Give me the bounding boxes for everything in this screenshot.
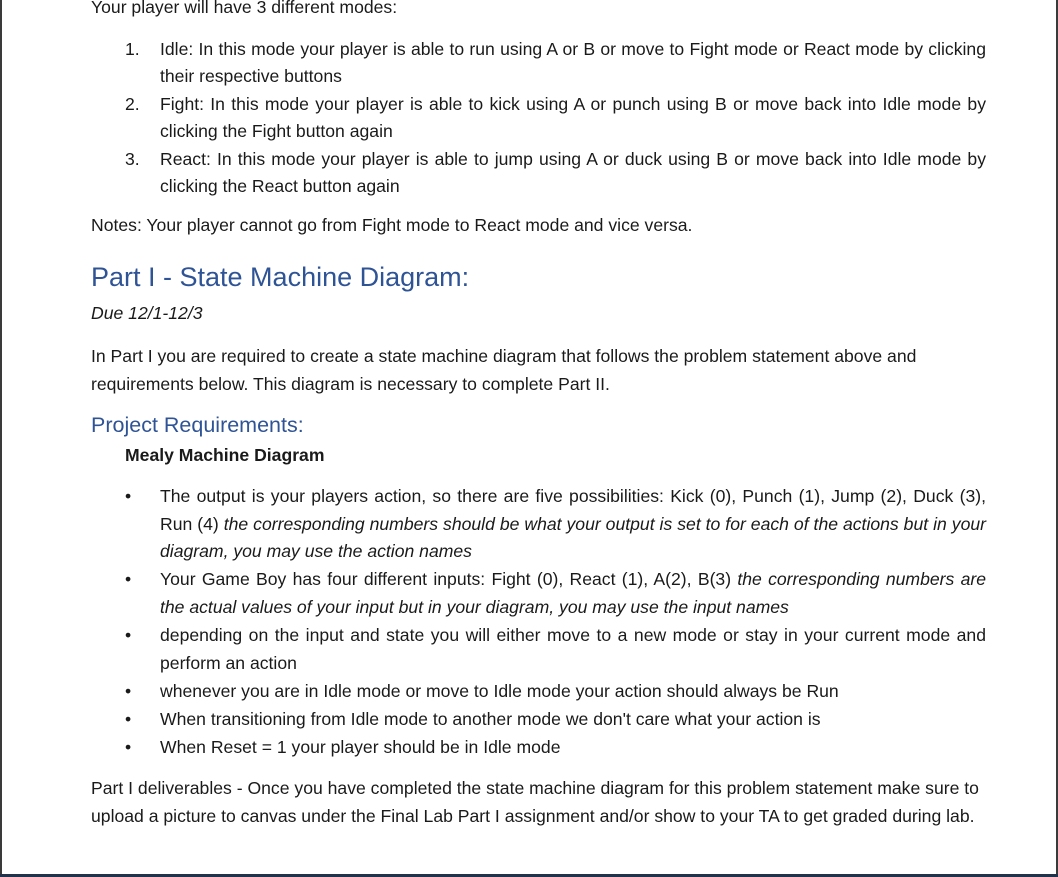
list-item (91, 91, 986, 146)
list-number: 3. (125, 148, 140, 169)
bullet-icon: • (125, 737, 132, 758)
due-date: Due 12/1-12/3 (91, 303, 203, 323)
list-item-text: React: In this mode your player is able to jump using A or duck using B or move back into Idle mode by clicking the React button again (160, 148, 986, 196)
list-item (91, 706, 986, 734)
bullet-icon: • (125, 680, 132, 701)
bullet-icon: • (125, 486, 132, 506)
list-item (91, 146, 986, 201)
requirement-text: whenever you are in Idle mode or move to Idle mode your action should always be Run (160, 680, 839, 701)
requirement-text: Your Game Boy has four different inputs: Fight (0), React (1), A(2), B(3) (160, 569, 738, 590)
requirement-text: The output is your players action, so there are five possibilities: Kick (0), Punch (1), Jump (2), Duck (3), Run (4) (160, 486, 986, 534)
bullet-icon: • (125, 625, 132, 646)
list-item (91, 622, 986, 677)
requirements-heading: Project Requirements: (91, 413, 304, 437)
document-body (91, 0, 986, 830)
requirements-list (91, 483, 986, 762)
modes-list (91, 36, 986, 201)
part-intro-paragraph: In Part I you are required to create a state machine diagram that follows the problem statement above and requirements below. This diagram is necessary to complete Part II. (91, 346, 917, 394)
list-number: 2. (125, 93, 140, 114)
requirement-italic-text: the corresponding numbers should be what your output is set to for each of the actions but in your diagram, you may use the action names (160, 513, 986, 561)
mealy-heading: Mealy Machine Diagram (125, 445, 325, 465)
part-title: Part I - State Machine Diagram: (91, 262, 470, 292)
list-item-text: Fight: In this mode your player is able to kick using A or punch using B or move back into Idle mode by clicking the Fight button again (160, 93, 986, 141)
requirement-text: When transitioning from Idle mode to another mode we don't care what your action is (160, 709, 821, 730)
modes-intro: Your player will have 3 different modes: (91, 0, 398, 17)
requirement-italic-text: the corresponding numbers are the actual values of your input but in your diagram, you may use the input names (160, 569, 986, 617)
list-item-text: Idle: In this mode your player is able to run using A or B or move to Fight mode or React mode by clicking their respective buttons (160, 38, 986, 86)
notes-paragraph: Notes: Your player cannot go from Fight mode to React mode and vice versa. (91, 214, 693, 235)
bullet-icon: • (125, 569, 132, 590)
list-item (91, 678, 986, 706)
list-number: 1. (125, 38, 140, 59)
requirement-text: depending on the input and state you will either move to a new mode or stay in your current mode and perform an action (160, 625, 986, 673)
list-item (91, 483, 986, 566)
list-item (91, 566, 986, 621)
page-border-left (0, 0, 2, 877)
requirement-text: When Reset = 1 your player should be in Idle mode (160, 737, 561, 758)
deliverables-paragraph: Part I deliverables - Once you have completed the state machine diagram for this problem statement make sure to upload a picture to canvas under the Final Lab Part I assignment and/or show to your TA to get graded during lab. (91, 777, 979, 826)
list-item (91, 36, 986, 91)
bullet-icon: • (125, 709, 132, 730)
list-item (91, 734, 986, 762)
